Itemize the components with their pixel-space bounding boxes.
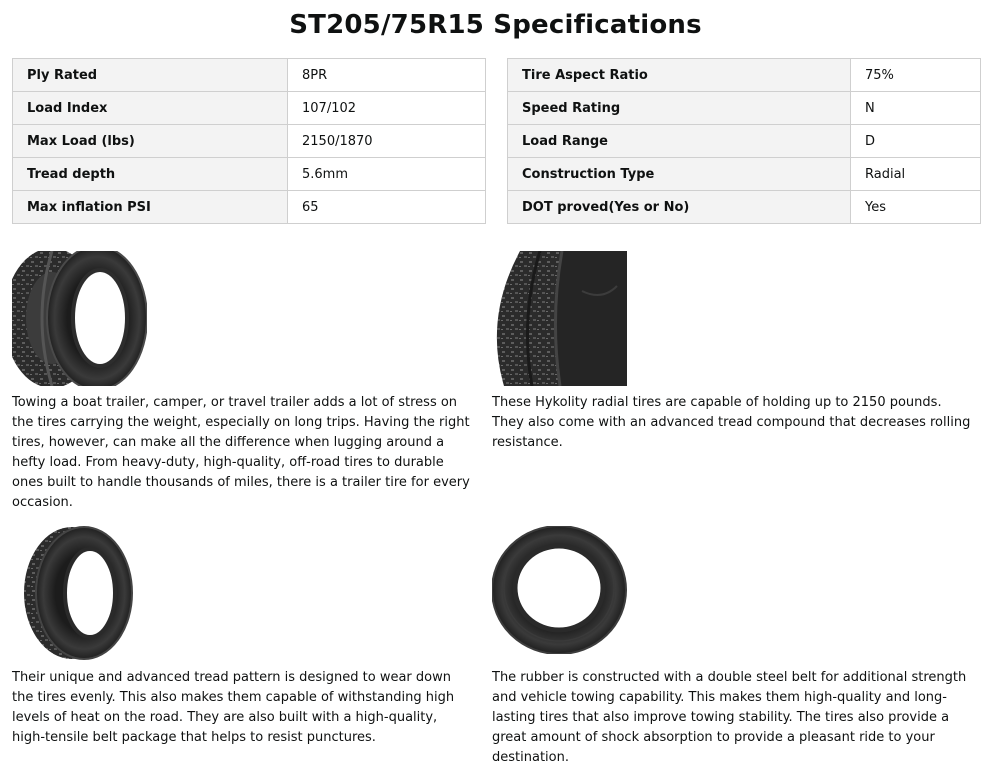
feature-text: Towing a boat trailer, camper, or travel trailer adds a lot of stress on the tires carrying the weight, especially on long trips. Having the right tires, however, can make all the difference when lugging around a hefty load. From heavy-duty, high-quality, off-road tires to durable ones built to handle thousands of miles, there is a trailer tire for every occasion. <box>12 395 470 510</box>
spec-row <box>13 59 486 92</box>
spec-row <box>13 158 486 191</box>
feature-text: These Hykolity radial tires are capable of holding up to 2150 pounds. They also come with an advanced tread compound that decreases rolling resistance. <box>492 395 971 450</box>
spec-value: N <box>851 92 981 125</box>
spec-value: Yes <box>851 191 981 224</box>
spec-value: 75% <box>851 59 981 92</box>
feature-text: Their unique and advanced tread pattern is designed to wear down the tires evenly. This also makes them capable of withstanding high levels of heat on the road. They are also built with a high-quality, high-tensile belt package that helps to resist punctures. <box>12 670 455 745</box>
spec-label: Max Load (lbs) <box>13 125 288 158</box>
spec-label: Load Range <box>508 125 851 158</box>
spec-value: 65 <box>288 191 486 224</box>
spec-row <box>508 125 981 158</box>
spec-row <box>508 92 981 125</box>
spec-row <box>508 191 981 224</box>
spec-value: 5.6mm <box>288 158 486 191</box>
spec-label: Max inflation PSI <box>13 191 288 224</box>
page-title: ST205/75R15 Specifications <box>289 10 702 40</box>
spec-value: 107/102 <box>288 92 486 125</box>
spec-row <box>13 191 486 224</box>
feature-text: The rubber is constructed with a double steel belt for additional strength and vehicle towing capability. This makes them high-quality and long-lasting tires that also improve towing stability. The tires also provide a great amount of shock absorption to provide a pleasant ride to your destination. <box>492 670 967 765</box>
tread-closeup-image <box>492 251 627 386</box>
spec-label: Tread depth <box>13 158 288 191</box>
spec-table-right <box>507 58 981 224</box>
spec-value: Radial <box>851 158 981 191</box>
spec-row <box>13 92 486 125</box>
spec-row <box>508 158 981 191</box>
spec-label: Speed Rating <box>508 92 851 125</box>
spec-label: Load Index <box>13 92 288 125</box>
spec-value: D <box>851 125 981 158</box>
spec-value: 8PR <box>288 59 486 92</box>
spec-label: DOT proved(Yes or No) <box>508 191 851 224</box>
spec-label: Ply Rated <box>13 59 288 92</box>
single-tire-image <box>22 526 137 661</box>
tire-sidewall-image <box>492 526 627 654</box>
spec-label: Construction Type <box>508 158 851 191</box>
spec-label: Tire Aspect Ratio <box>508 59 851 92</box>
spec-row <box>508 59 981 92</box>
spec-table-left <box>12 58 486 224</box>
two-tires-image <box>12 251 147 386</box>
spec-value: 2150/1870 <box>288 125 486 158</box>
spec-row <box>13 125 486 158</box>
